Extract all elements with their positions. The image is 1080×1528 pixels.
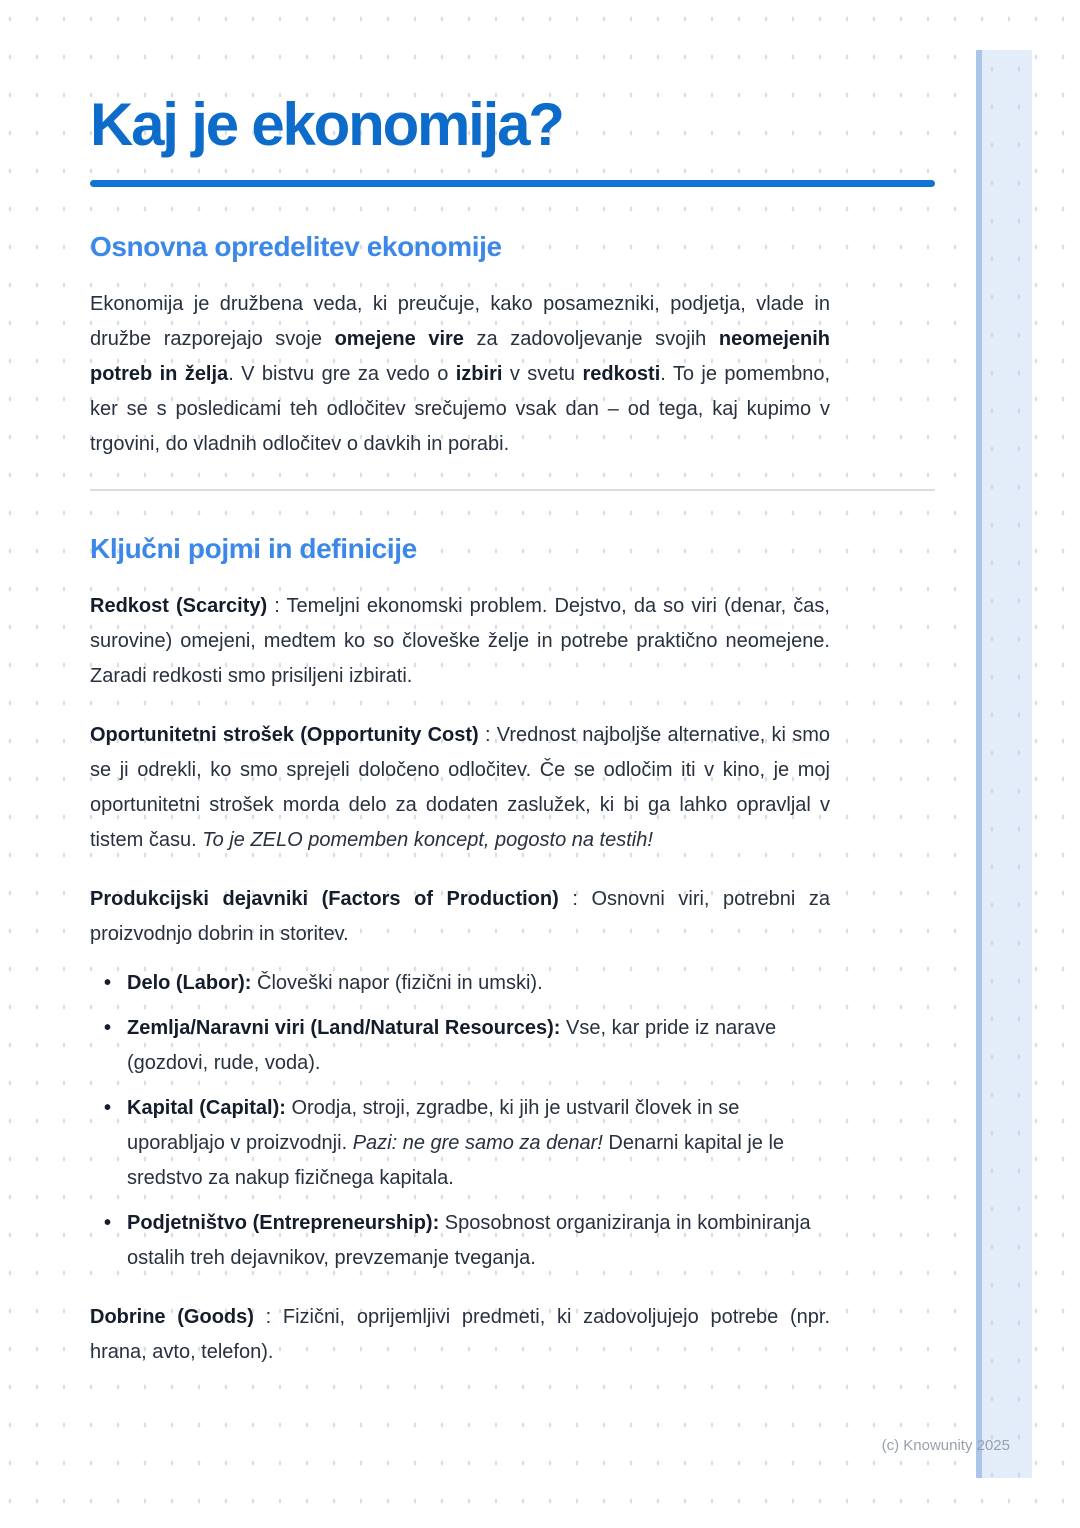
term-paragraph-scarcity: Redkost (Scarcity) : Temeljni ekonomski problem. Dejstvo, da so viri (denar, čas, surovine) omejeni, medtem ko so človeške želje in potrebe praktično neomejene. Zaradi redkosti smo prisiljeni izbirati. — [90, 595, 830, 687]
definition-paragraph: Ekonomija je družbena veda, ki preučuje, kako posamezniki, podjetja, vlade in družbe razporejajo svoje omejene vire za zadovoljevanje svojih neomejenih potreb in želja. V bistvu gre za vedo o izbiri v svetu redkosti. To je pomembno, ker se s posledicami teh odločitev srečujemo vsak dan – od tega, kaj kupimo v trgovini, do vladnih odločitev o davkih in porabi. — [90, 293, 831, 455]
page-title: Kaj je ekonomija? — [90, 91, 563, 158]
bullet-dot-icon: • — [104, 1212, 112, 1234]
section-heading: Osnovna opredelitev ekonomije — [90, 231, 502, 262]
list-item-text: Kapital (Capital): Orodja, stroji, zgradbe, ki jih je ustvaril človek in se uporabljajo v proizvodnji. Pazi: ne gre samo za denar! Denarni kapital je le sredstvo za nakup fizičnega kapitala. — [127, 1097, 785, 1189]
section-heading: Ključni pojmi in definicije — [90, 533, 417, 564]
bullet-dot-icon: • — [104, 1017, 112, 1039]
section-basic-definition — [90, 231, 1080, 462]
bullet-dot-icon: • — [104, 972, 112, 994]
section-key-terms — [90, 533, 1080, 1370]
title-underline-rule — [90, 180, 935, 187]
term-paragraph-factors-of-production: Produkcijski dejavniki (Factors of Production) : Osnovni viri, potrebni za proizvodnjo dobrin in storitev. — [90, 888, 830, 945]
section-divider — [90, 489, 935, 491]
list-item-labor — [90, 966, 830, 1001]
footer-credit: (c) Knowunity 2025 — [881, 1437, 1010, 1454]
list-item-entrepreneurship — [90, 1206, 830, 1276]
term-paragraph-goods: Dobrine (Goods) : Fizični, oprijemljivi predmeti, ki zadovoljujejo potrebe (npr. hrana, avto, telefon). — [90, 1306, 831, 1363]
list-item-land — [90, 1011, 830, 1081]
list-item-text: Zemlja/Naravni viri (Land/Natural Resources): Vse, kar pride iz narave (gozdovi, rude, voda). — [127, 1017, 777, 1074]
bullet-dot-icon: • — [104, 1097, 112, 1119]
list-item-capital — [90, 1091, 830, 1196]
list-item-text: Delo (Labor): Človeški napor (fizični in umski). — [127, 972, 543, 994]
term-paragraph-opportunity-cost: Oportunitetni strošek (Opportunity Cost) : Vrednost najboljše alternative, ki smo se ji odrekli, ko smo sprejeli določeno odločitev. Če se odločim iti v kino, je moj oportunitetni strošek morda delo za dodaten zaslužek, ki bi ga lahko opravljal v tistem času. To je ZELO pomemben koncept, pogosto na testih! — [90, 724, 830, 851]
list-item-text: Podjetništvo (Entrepreneurship): Sposobnost organiziranja in kombiniranja ostalih treh dejavnikov, prevzemanje tveganja. — [127, 1212, 811, 1269]
factors-list — [90, 966, 830, 1276]
